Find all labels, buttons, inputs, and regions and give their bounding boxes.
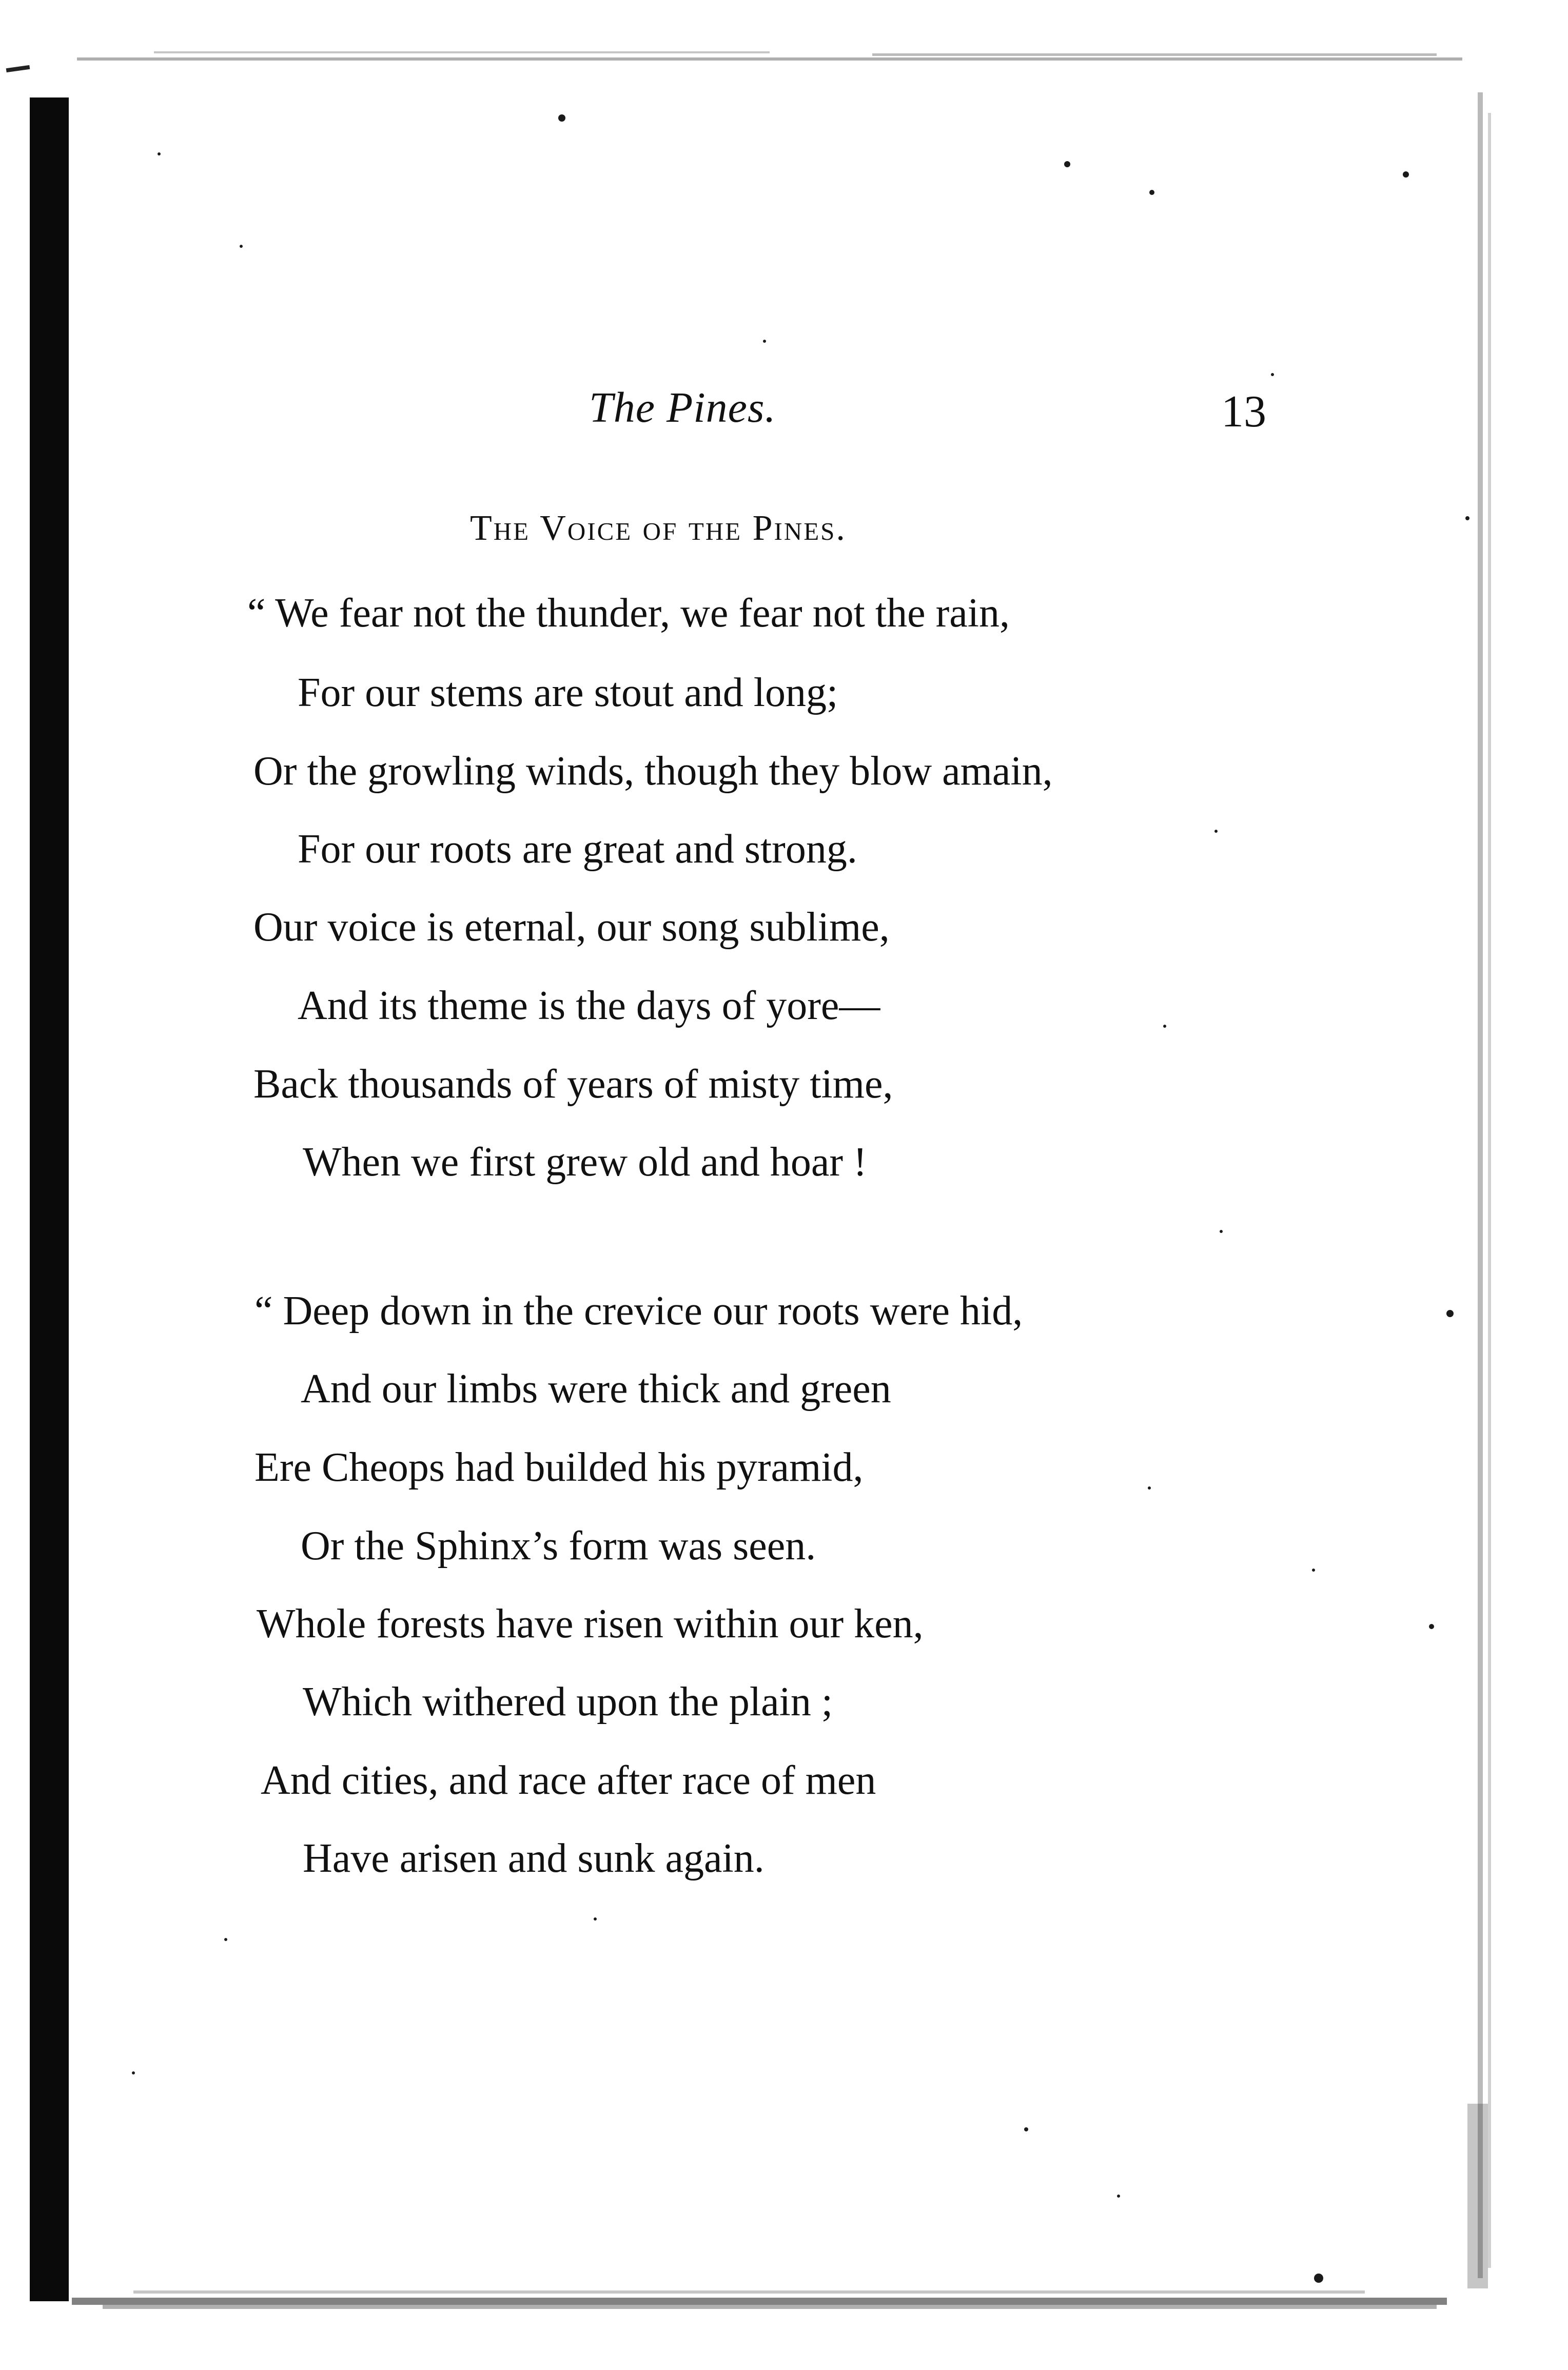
verse-line: For our roots are great and strong. (298, 827, 857, 872)
page-number: 13 (1221, 387, 1266, 437)
verse-line: Whole forests have risen within our ken, (257, 1601, 924, 1647)
verse-line: Or the Sphinx’s form was seen. (301, 1523, 816, 1569)
verse-line: “ We fear not the thunder, we fear not the rain, (247, 591, 1010, 636)
running-title: The Pines. (589, 384, 776, 432)
verse-line: Ere Cheops had builded his pyramid, (254, 1445, 864, 1490)
verse-line: Or the growling winds, though they blow amain, (253, 749, 1053, 794)
verse-line: Back thousands of years of misty time, (253, 1062, 893, 1107)
verse-line: Have arisen and sunk again. (303, 1836, 765, 1881)
verse-line: And its theme is the days of yore— (298, 983, 880, 1028)
verse-line: For our stems are stout and long; (298, 670, 838, 715)
verse-line: And cities, and race after race of men (261, 1758, 876, 1803)
verse-line: “ Deep down in the crevice our roots were hid, (254, 1288, 1023, 1334)
verse-line: And our limbs were thick and green (301, 1366, 891, 1412)
verse-line: Our voice is eternal, our song sublime, (253, 905, 890, 950)
verse-line: Which withered upon the plain ; (303, 1679, 833, 1725)
poem-title: The Voice of the Pines. (470, 508, 847, 548)
verse-line: When we first grew old and hoar ! (303, 1140, 867, 1185)
